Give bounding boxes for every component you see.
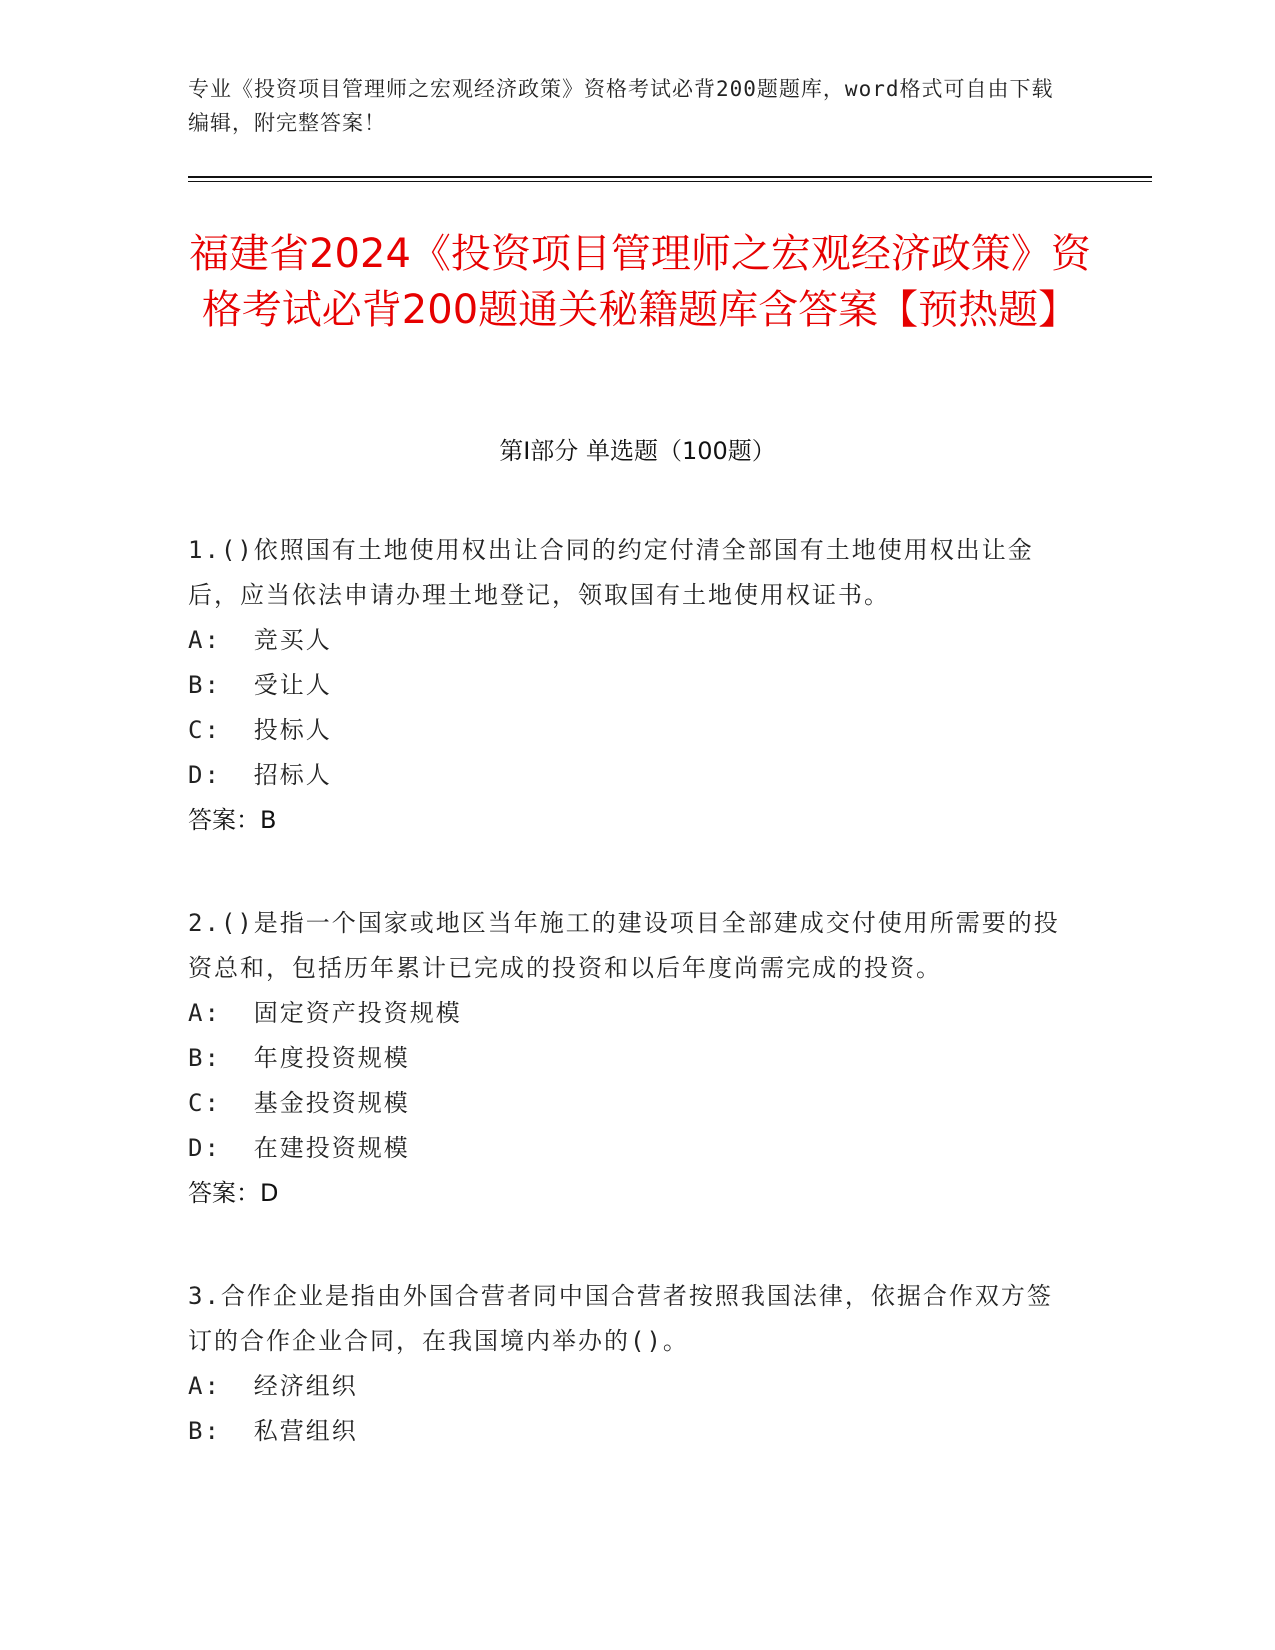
answer-line: 答案：D	[188, 1179, 279, 1207]
header-divider-thin	[188, 181, 1152, 182]
question-3	[188, 1274, 1068, 1454]
option-b: B: 私营组织	[188, 1417, 358, 1445]
question-list	[188, 528, 1068, 1512]
question-text: 1.()依照国有土地使用权出让合同的约定付清全部国有土地使用权出让金后，应当依法申请办理土地登记，领取国有土地使用权证书。	[188, 536, 1034, 609]
question-2	[188, 901, 1068, 1216]
option-b: B: 年度投资规模	[188, 1044, 410, 1072]
question-1	[188, 528, 1068, 843]
option-c: C: 基金投资规模	[188, 1089, 410, 1117]
question-text: 2.()是指一个国家或地区当年施工的建设项目全部建成交付使用所需要的投资总和，包括历年累计已完成的投资和以后年度尚需完成的投资。	[188, 909, 1060, 982]
option-a: A: 竞买人	[188, 626, 332, 654]
option-a: A: 固定资产投资规模	[188, 999, 462, 1027]
option-a: A: 经济组织	[188, 1372, 358, 1400]
section-heading: 第Ⅰ部分 单选题（100题）	[499, 437, 776, 465]
option-d: D: 在建投资规模	[188, 1134, 410, 1162]
header-note: 专业《投资项目管理师之宏观经济政策》资格考试必背200题题库，word格式可自由下载编辑，附完整答案！	[188, 77, 1054, 135]
option-c: C: 投标人	[188, 716, 332, 744]
document-title: 福建省2024《投资项目管理师之宏观经济政策》资格考试必背200题通关秘籍题库含答案【预热题】	[189, 231, 1091, 333]
option-b: B: 受让人	[188, 671, 332, 699]
answer-line: 答案：B	[188, 806, 277, 834]
header-divider-thick	[188, 176, 1152, 178]
option-d: D: 招标人	[188, 761, 332, 789]
question-text: 3.合作企业是指由外国合营者同中国合营者按照我国法律，依据合作双方签订的合作企业合同，在我国境内举办的()。	[188, 1282, 1053, 1355]
